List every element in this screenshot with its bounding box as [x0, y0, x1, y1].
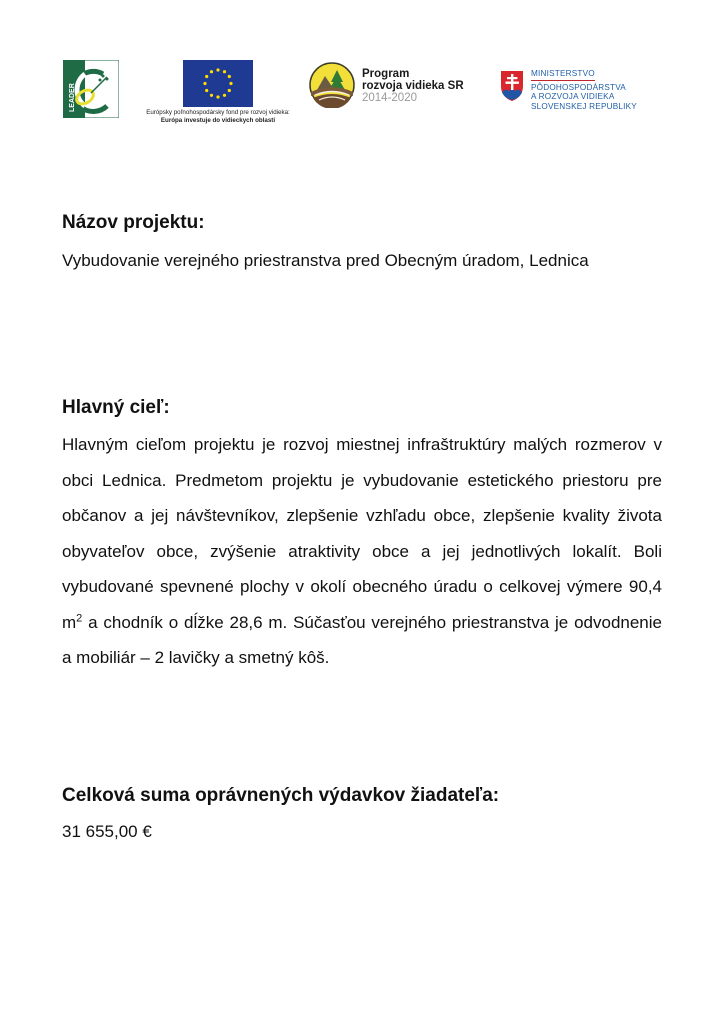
- main-goal-text-part1: Hlavným cieľom projektu je rozvoj miestnej infraštruktúry malých rozmerov v obci Lednica. Predmetom projektu je vybudovanie estetického priestoru pre občanov a jej návštevníkov, zlepšenie vzhľadu obce, zlepšenie kvality života obyvateľov obce, zvýšenie atraktivity obce a jej jednotlivých lokalít. Boli vybudované spevnené plochy v okolí obecného úradu o celkovej výmere 90,4 m: [62, 435, 662, 632]
- ministry-line4: SLOVENSKEJ REPUBLIKY: [531, 101, 637, 111]
- eu-caption-line1: Európsky poľnohospodársky fond pre rozvoj vidieka:: [146, 109, 290, 116]
- logo-header: [0, 0, 724, 140]
- prv-line2: rozvoja vidieka SR: [362, 80, 464, 92]
- main-goal-heading: Hlavný cieľ:: [62, 397, 170, 418]
- prv-logo-text: [362, 68, 464, 104]
- main-goal-section: [62, 396, 662, 676]
- project-name-text: Vybudovanie verejného priestranstva pred Obecným úradom, Lednica: [62, 251, 589, 270]
- eu-flag-logo: [183, 60, 253, 107]
- prv-line1: Program: [362, 68, 410, 80]
- eu-caption-line2: Európa investuje do vidieckych oblastí: [160, 117, 276, 124]
- eu-caption: [132, 109, 304, 125]
- main-goal-text: [62, 427, 662, 676]
- total-costs-amount: 31 655,00 €: [62, 822, 152, 841]
- project-name-heading: Názov projektu:: [62, 212, 205, 233]
- slovak-coat-of-arms-icon: [500, 70, 524, 102]
- ministry-line3: A ROZVOJA VIDIEKA: [531, 92, 615, 102]
- leader-logo: [63, 60, 119, 118]
- leader-label: LEADER: [69, 83, 76, 112]
- main-goal-superscript: 2: [76, 611, 83, 624]
- total-costs-heading: Celková suma oprávnených výdavkov žiadateľa:: [62, 785, 500, 806]
- main-goal-text-part2: a chodník o dĺžke 28,6 m. Súčasťou verejného priestranstva je odvodnenie a mobiliár – 2 lavičky a smetný kôš.: [62, 612, 662, 667]
- ministry-logo-text: [531, 69, 637, 111]
- prv-years: 2014-2020: [362, 92, 417, 104]
- total-costs-section: [62, 784, 662, 850]
- prv-logo-icon: [309, 62, 355, 108]
- ministry-line1: MINISTERSTVO: [531, 69, 595, 81]
- ministry-line2: PÔDOHOSPODÁRSTVA: [531, 82, 626, 92]
- project-name-section: [62, 211, 662, 279]
